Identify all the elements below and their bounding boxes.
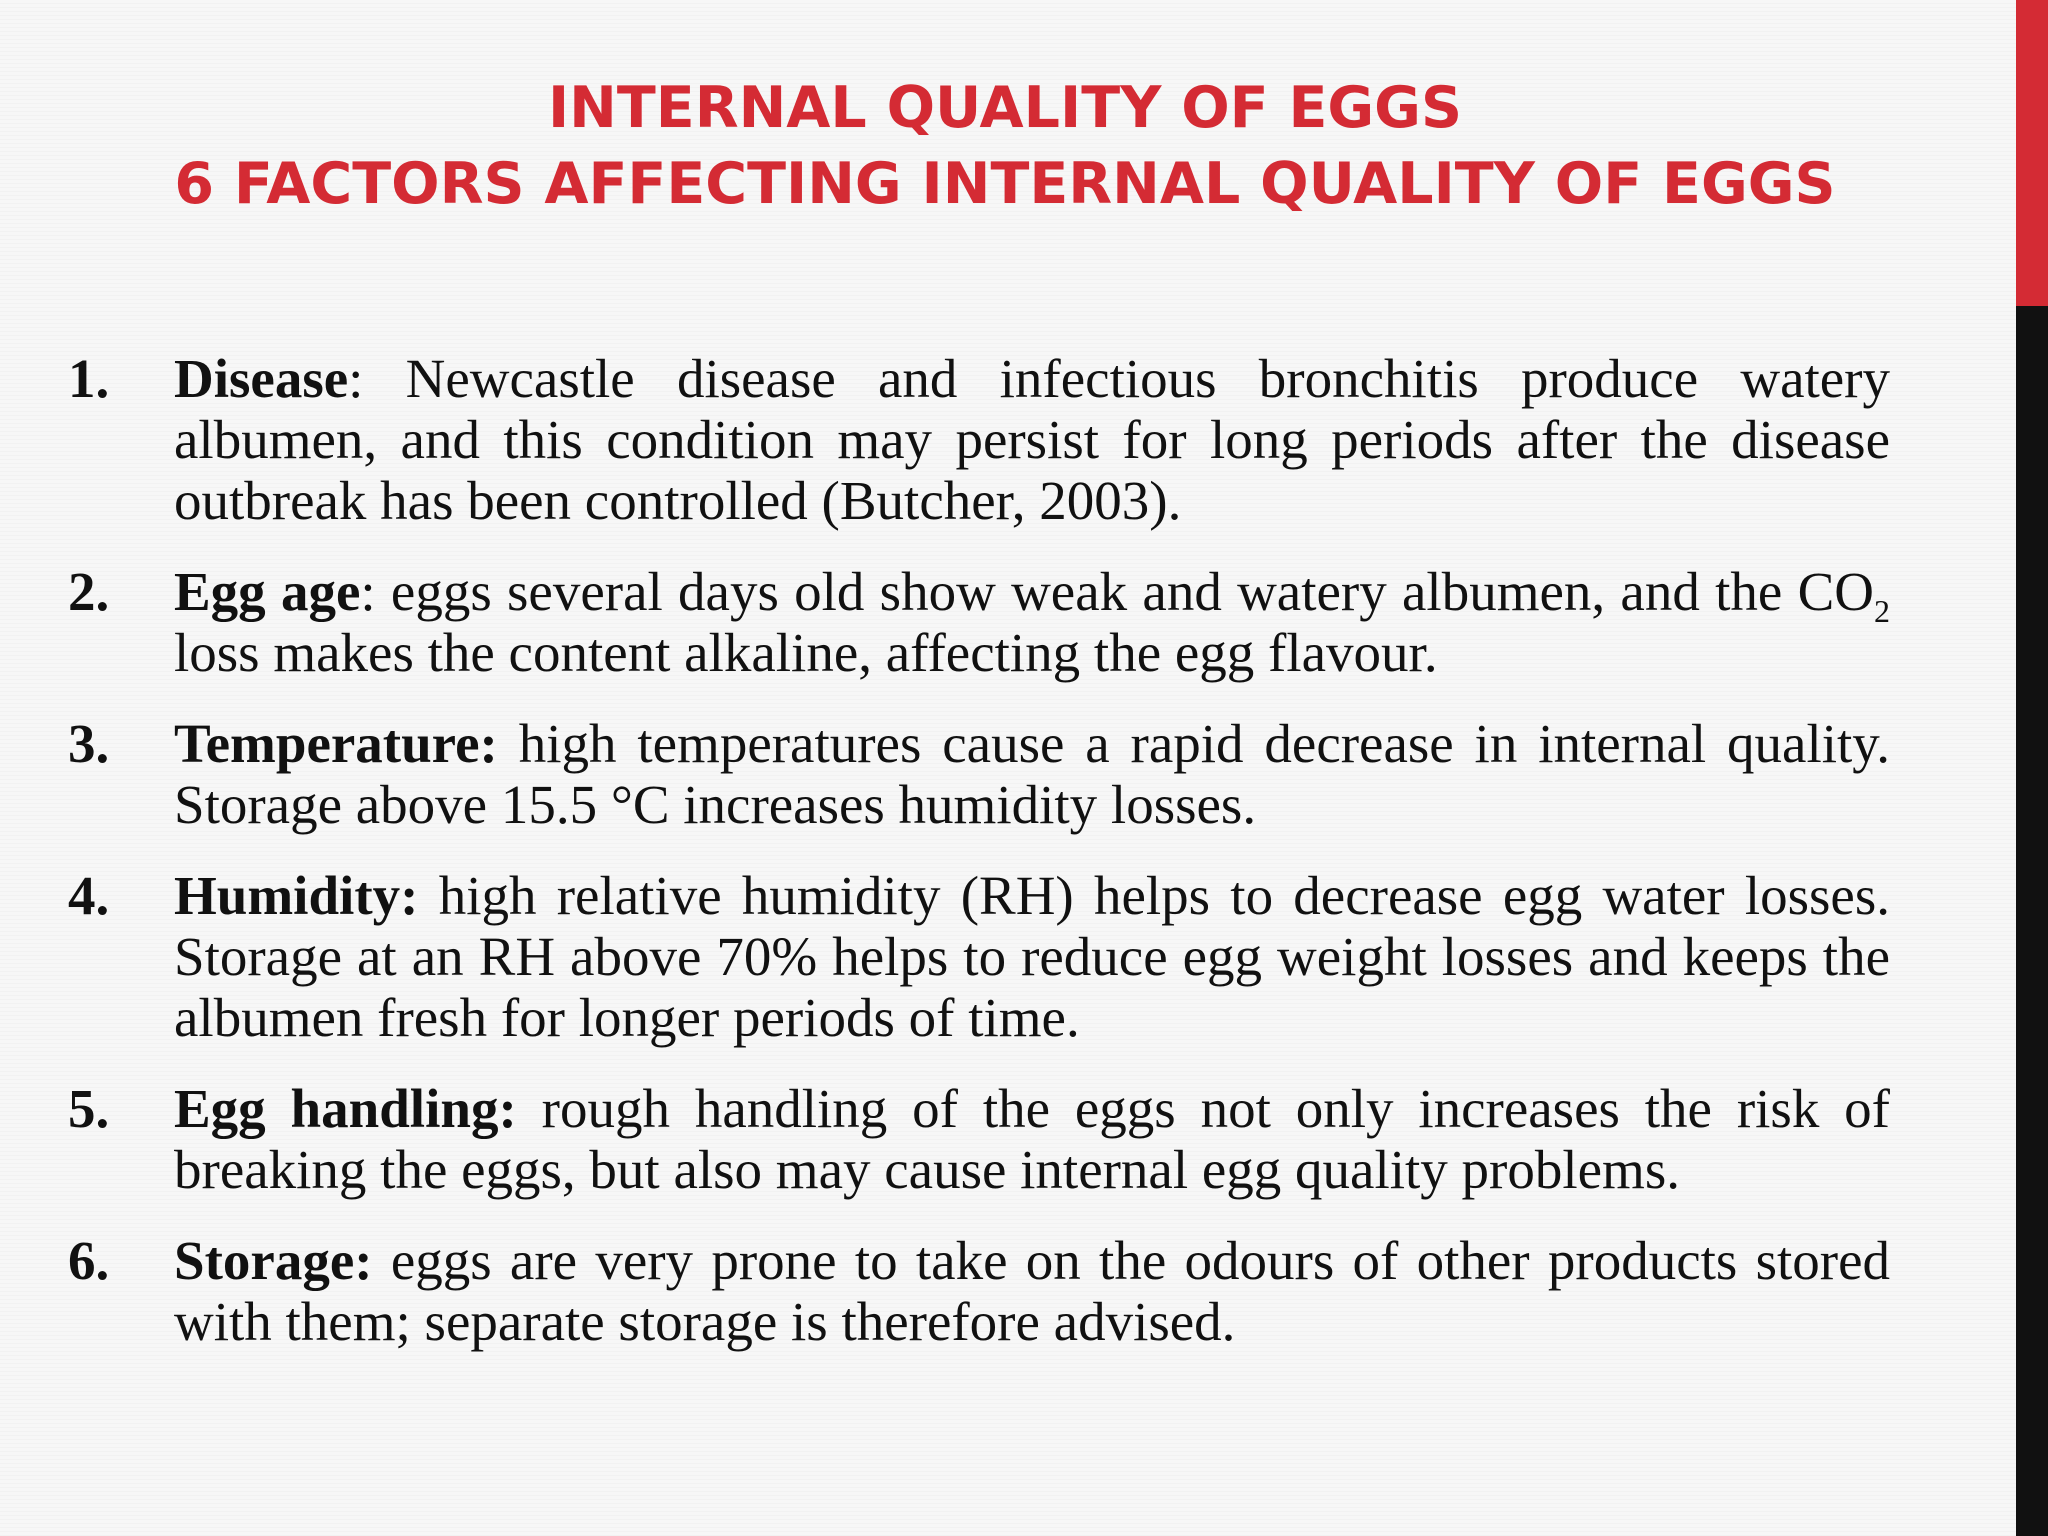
item-term: Egg age bbox=[174, 561, 361, 622]
item-number: 5. bbox=[68, 1078, 110, 1139]
slide-title bbox=[60, 70, 1950, 222]
side-accent-bar-dark bbox=[2016, 306, 2048, 1536]
item-term: Humidity: bbox=[174, 865, 419, 926]
item-term: Disease bbox=[174, 348, 349, 409]
list-item bbox=[68, 713, 1890, 835]
title-line-1: INTERNAL QUALITY OF EGGS bbox=[547, 75, 1463, 141]
factors-list bbox=[68, 348, 1890, 1382]
side-accent-bar-red bbox=[2016, 0, 2048, 306]
item-number: 6. bbox=[68, 1230, 110, 1291]
item-text: eggs are very prone to take on the odours of other products stored with them; separate storage is therefore advised. bbox=[174, 1230, 1890, 1352]
title-line-2: 6 FACTORS AFFECTING INTERNAL QUALITY OF EGGS bbox=[174, 151, 1836, 217]
item-number: 3. bbox=[68, 713, 110, 774]
item-term: Egg handling: bbox=[174, 1078, 517, 1139]
list-item bbox=[68, 865, 1890, 1048]
item-term: Storage: bbox=[174, 1230, 373, 1291]
item-number: 1. bbox=[68, 348, 110, 409]
item-text: high temperatures cause a rapid decrease in internal quality. Storage above 15.5 °C increases humidity losses. bbox=[174, 713, 1890, 835]
item-number: 4. bbox=[68, 865, 110, 926]
item-separator: : bbox=[348, 348, 364, 409]
item-text: high relative humidity (RH) helps to decrease egg water losses. Storage at an RH above 70% helps to reduce egg weight losses and keeps the albumen fresh for longer periods of time. bbox=[174, 865, 1890, 1048]
item-number: 2. bbox=[68, 561, 110, 622]
list-item bbox=[68, 1078, 1890, 1200]
list-item bbox=[68, 561, 1890, 683]
item-separator: : bbox=[360, 561, 376, 622]
item-text: rough handling of the eggs not only increases the risk of breaking the eggs, but also may cause internal egg quality problems. bbox=[174, 1078, 1890, 1200]
item-term: Temperature: bbox=[174, 713, 498, 774]
co2-subscript: 2 bbox=[1873, 593, 1890, 629]
list-item bbox=[68, 1230, 1890, 1352]
item-text-continued: loss makes the content alkaline, affecting the egg flavour. bbox=[174, 622, 1438, 683]
list-item bbox=[68, 348, 1890, 531]
item-text: Newcastle disease and infectious bronchitis produce watery albumen, and this condition may persist for long periods after the disease outbreak has been controlled (Butcher, 2003). bbox=[174, 348, 1890, 531]
item-text: eggs several days old show weak and watery albumen, and the CO bbox=[375, 561, 1874, 622]
